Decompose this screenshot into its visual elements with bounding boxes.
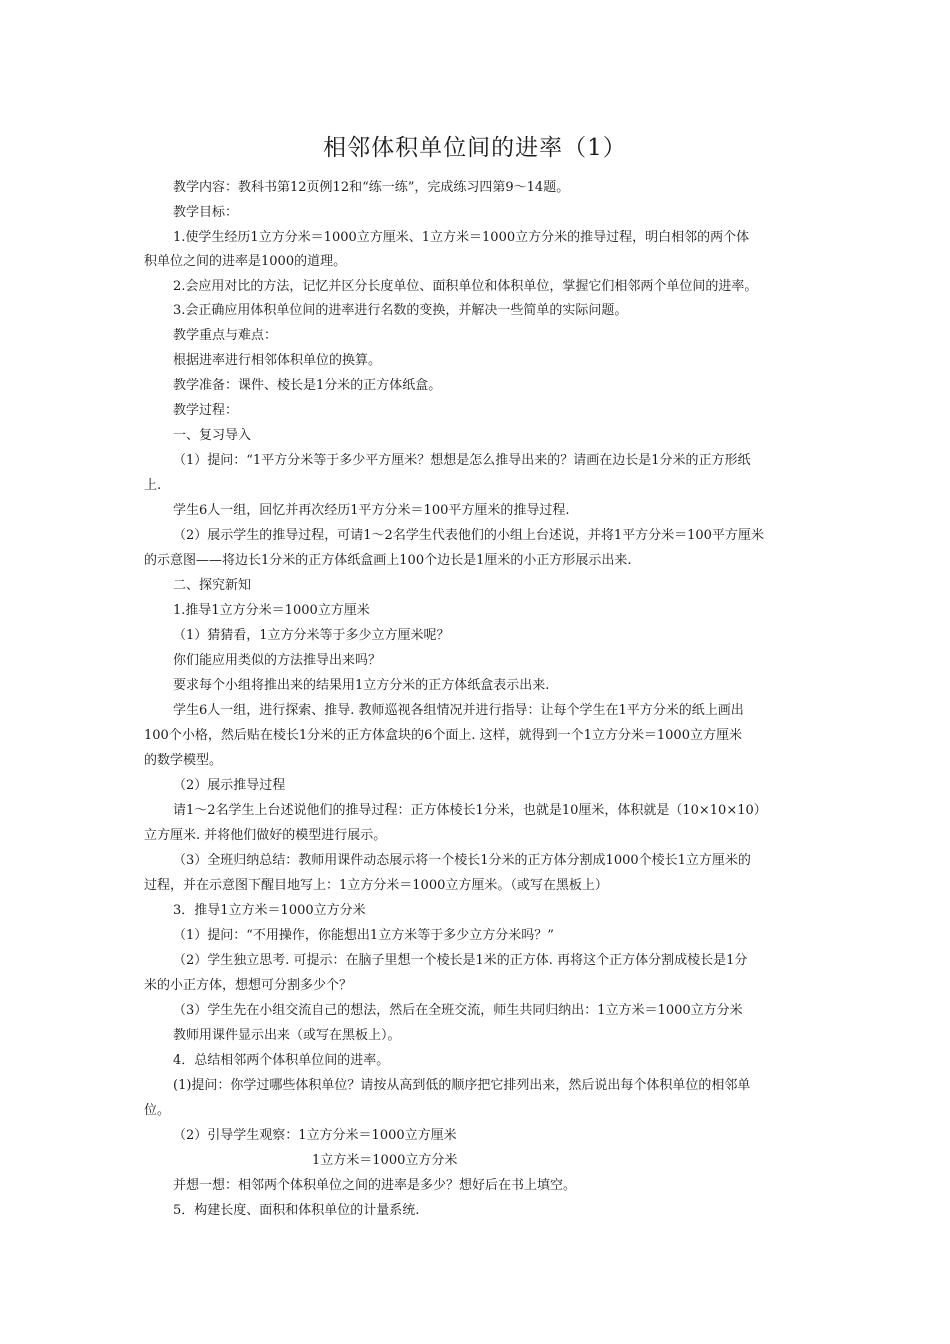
text-line: 二、探究新知: [173, 578, 252, 593]
text-line: 3．推导1立方米＝1000立方分米: [173, 903, 366, 918]
text-line: 5．构建长度、面积和体积单位的计量系统.: [173, 1203, 420, 1218]
text-line: 米的小正方体，想想可分割多少个？: [144, 978, 353, 993]
text-line: 教学过程：: [173, 403, 239, 418]
text-line: 一、复习导入: [173, 428, 252, 443]
text-line: （2）学生独立思考. 可提示：在脑子里想一个棱长是1米的正方体. 再将这个正方体分割成棱长是1分: [173, 953, 748, 968]
text-line: 100个小格，然后贴在棱长1分米的正方体盒块的6个面上. 这样，就得到一个1立方分米＝1000立方厘米: [144, 728, 742, 743]
text-line: （2）展示学生的推导过程，可请1～2名学生代表他们的小组上台述说，并将1平方分米＝100平方厘米: [173, 528, 764, 543]
text-line: 请1～2名学生上台述说他们的推导过程：正方体棱长1分米，也就是10厘米，体积就是（10×10×10）: [173, 803, 767, 818]
text-line: 积单位之间的进率是1000的道理。: [144, 254, 347, 269]
text-line: 教学内容：教科书第12页例12和“练一练”，完成练习四第9～14题。: [173, 180, 570, 195]
text-line: 上.: [144, 478, 162, 493]
text-line: 根据进率进行相邻体积单位的换算。: [173, 353, 382, 368]
text-line: （2）引导学生观察：1立方分米＝1000立方厘米: [173, 1128, 457, 1143]
page-title: 相邻体积单位间的进率（1）: [323, 135, 627, 161]
text-line: 教师用课件显示出来（或写在黑板上）。: [173, 1028, 401, 1043]
text-line: 教学目标：: [173, 205, 239, 220]
text-line: （1）提问：“不用操作，你能想出1立方米等于多少立方分米吗？”: [173, 928, 554, 943]
text-line: （1）猜猜看，1立方分米等于多少立方厘米呢？: [173, 628, 450, 643]
text-line: (1)提问：你学过哪些体积单位？请按从高到低的顺序把它排列出来，然后说出每个体积单位的相邻单: [173, 1078, 751, 1093]
text-line: 教学重点与难点：: [173, 328, 278, 343]
text-line: （3）全班归纳总结：教师用课件动态展示将一个棱长1分米的正方体分割成1000个棱长1立方厘米的: [173, 853, 751, 868]
text-line: 1.推导1立方分米＝1000立方厘米: [173, 603, 370, 618]
text-line: 1立方米＝1000立方分米: [312, 1153, 458, 1168]
text-line: （2）展示推导过程: [173, 778, 286, 793]
text-line: （3）学生先在小组交流自己的想法，然后在全班交流，师生共同归纳出：1立方米＝1000立方分米: [173, 1003, 743, 1018]
text-line: 立方厘米. 并将他们做好的模型进行展示。: [144, 828, 387, 843]
text-line: 3.会正确应用体积单位间的进率进行名数的变换，并解决一些简单的实际问题。: [173, 303, 628, 318]
text-line: 要求每个小组将推出来的结果用1立方分米的正方体纸盒表示出来.: [173, 678, 550, 693]
text-line: 学生6人一组，回忆并再次经历1平方分米＝100平方厘米的推导过程.: [173, 503, 570, 518]
text-line: 你们能应用类似的方法推导出来吗？: [173, 653, 382, 668]
text-line: 并想一想：相邻两个体积单位之间的进率是多少？想好后在书上填空。: [173, 1178, 577, 1193]
text-line: 教学准备：课件、棱长是1分米的正方体纸盒。: [173, 378, 442, 393]
text-line: 位。: [144, 1103, 171, 1118]
text-line: 2.会应用对比的方法，记忆并区分长度单位、面积单位和体积单位，掌握它们相邻两个单位间的进率。: [173, 279, 758, 294]
text-line: （1）提问：“1平方分米等于多少平方厘米？想想是怎么推导出来的？请画在边长是1分米的正方形纸: [173, 453, 751, 468]
text-line: 的数学模型。: [144, 753, 223, 768]
text-line: 1.使学生经历1立方分米＝1000立方厘米、1立方米＝1000立方分米的推导过程，明白相邻的两个体: [173, 230, 750, 245]
text-line: 的示意图——将边长1分米的正方体纸盒画上100个边长是1厘米的小正方形展示出来.: [144, 553, 632, 568]
text-line: 学生6人一组，进行探索、推导. 教师巡视各组情况并进行指导：让每个学生在1平方分米的纸上画出: [173, 703, 744, 718]
text-line: 4．总结相邻两个体积单位间的进率。: [173, 1053, 390, 1068]
text-line: 过程，并在示意图下醒目地写上：1立方分米＝1000立方厘米。（或写在黑板上）: [144, 878, 608, 893]
